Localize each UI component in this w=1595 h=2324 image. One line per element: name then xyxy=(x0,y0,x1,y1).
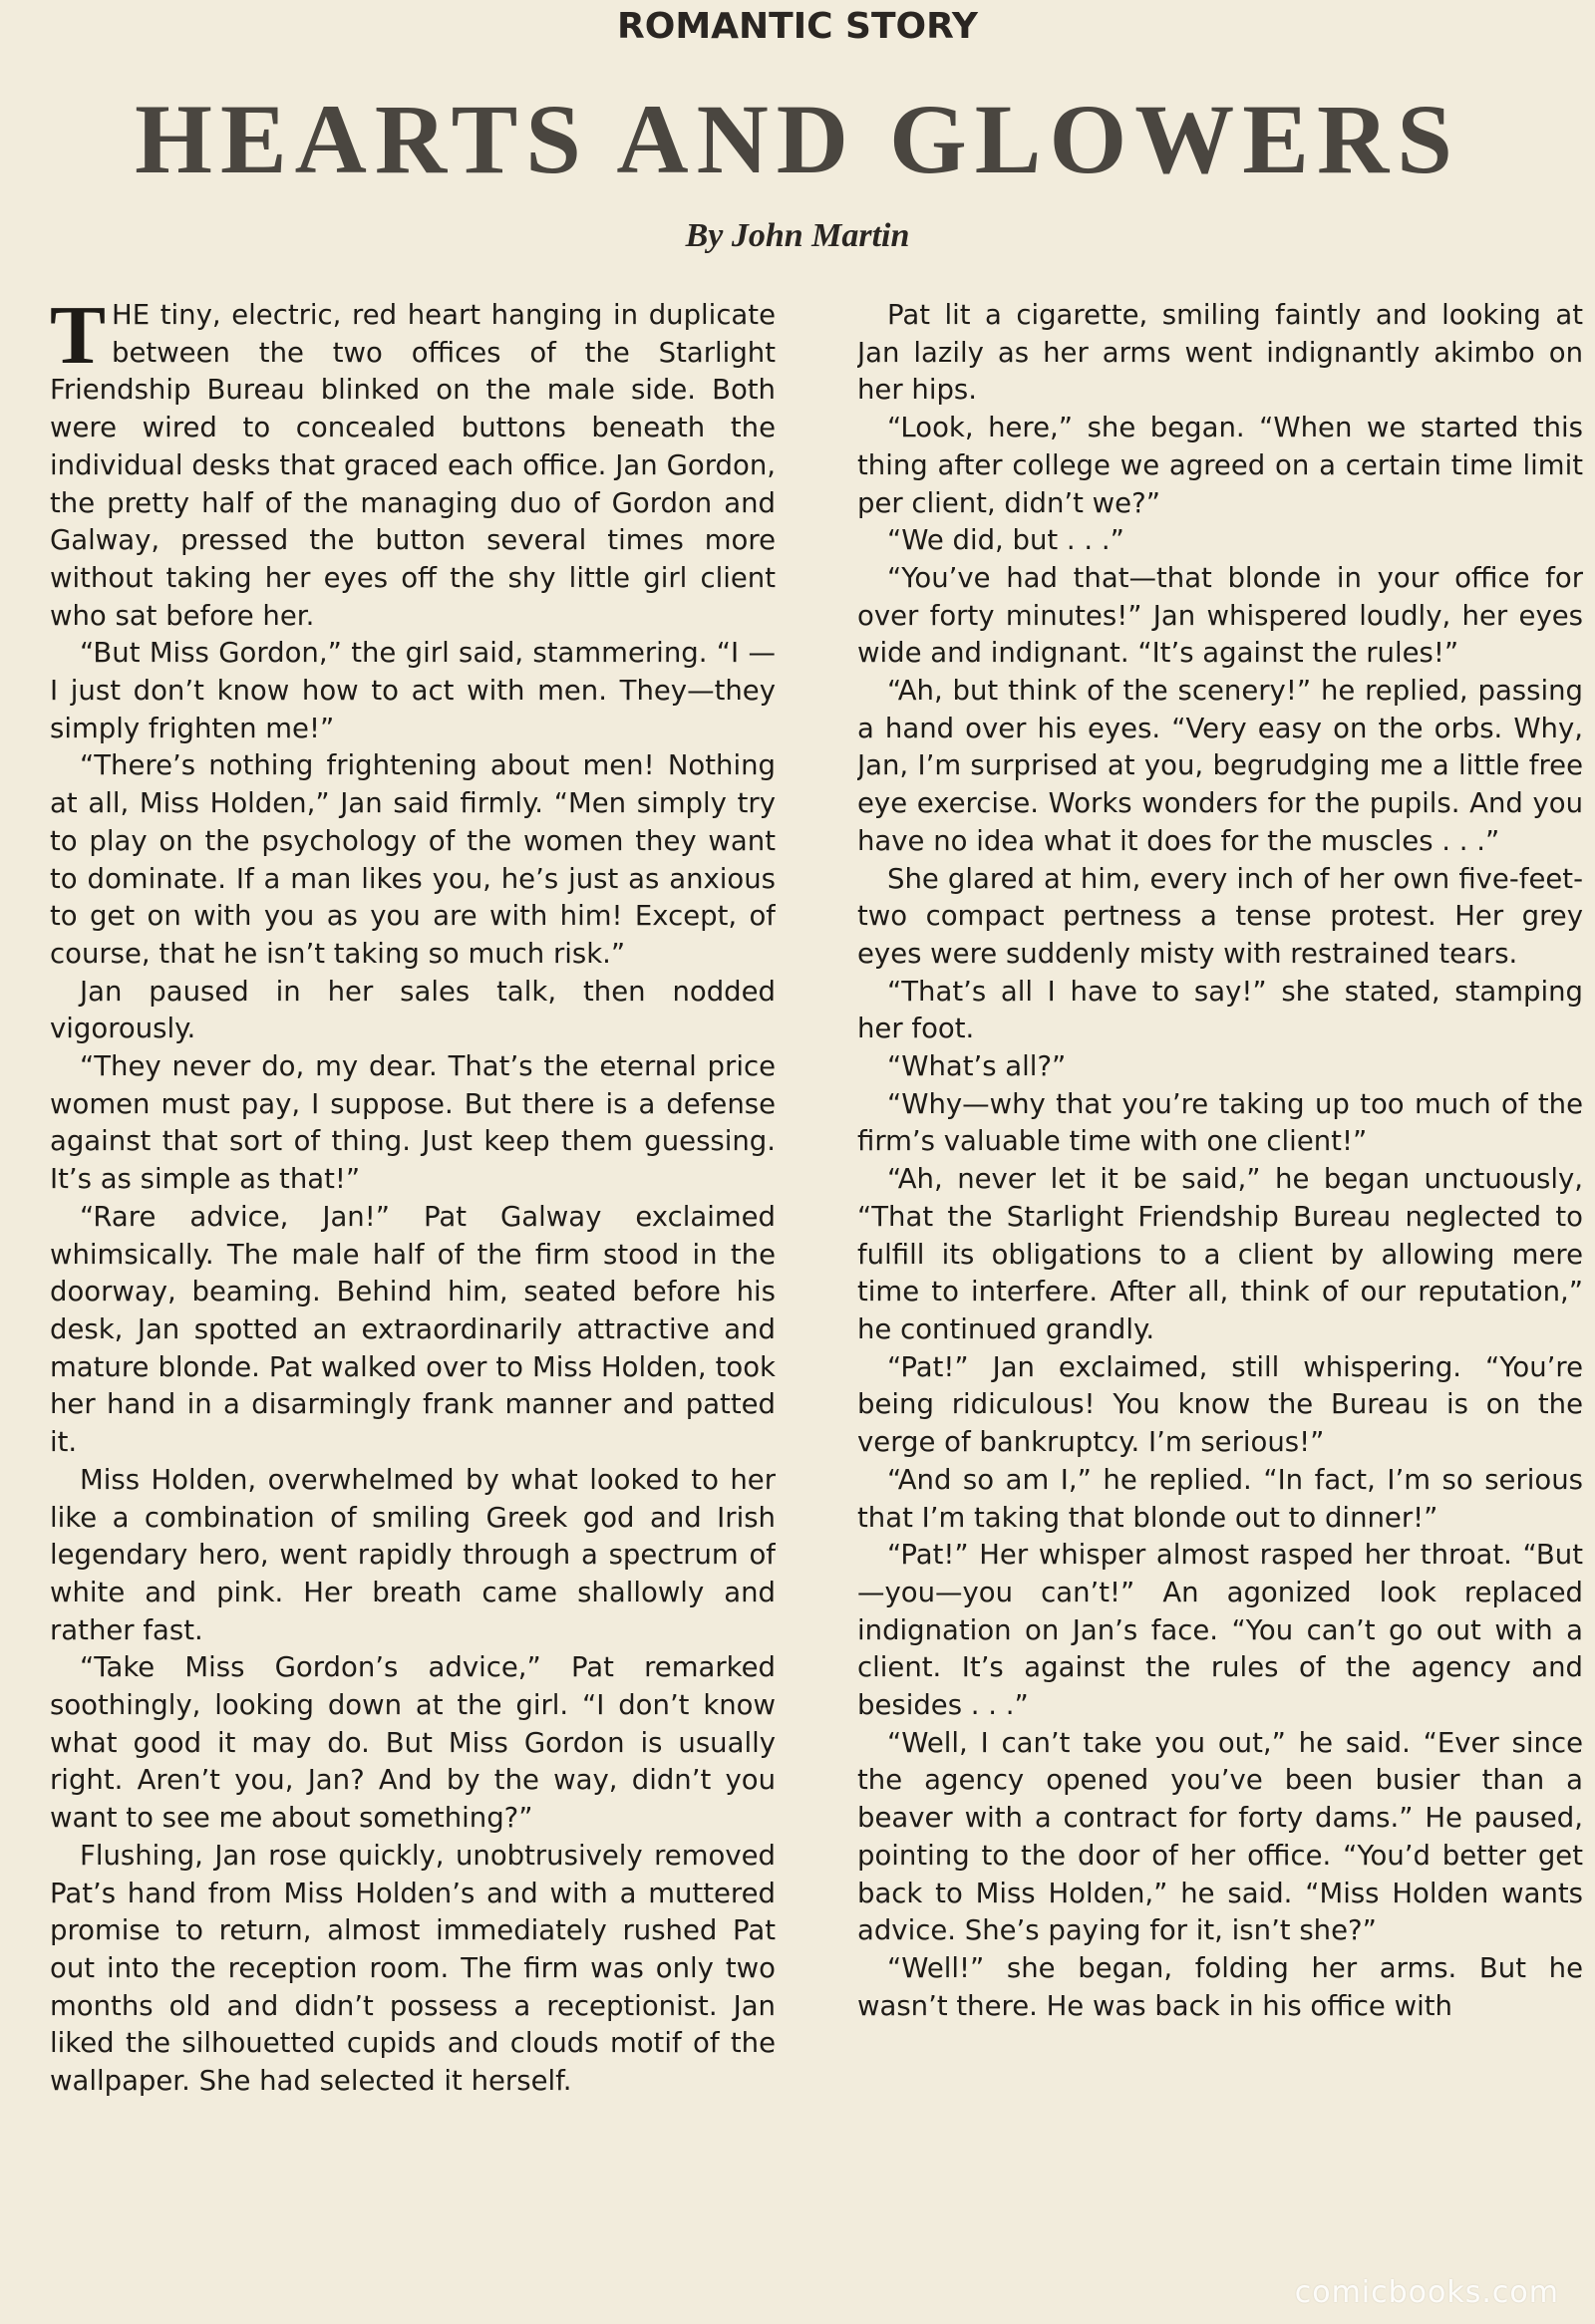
paragraph: “You’ve had that—that blonde in your office for over forty minutes!” Jan whispered loudly, her eyes wide and indignant. “It’s against the rules!” xyxy=(857,561,1583,670)
paragraph: “Take Miss Gordon’s advice,” Pat remarked soothingly, looking down at the girl. “I don’t know what good it may do. But Miss Gordon is usually right. Aren’t you, Jan? And by the way, didn’t you want to see me about something?” xyxy=(50,1651,776,1835)
story-title: HEARTS AND GLOWERS xyxy=(135,84,1460,194)
paragraph: “That’s all I have to say!” she stated, stamping her foot. xyxy=(857,975,1583,1045)
drop-cap: T xyxy=(50,297,107,382)
paragraph: “Pat!” Jan exclaimed, still whispering. “You’re being ridiculous! You know the Bureau is on the verge of bankruptcy. I’m serious!” xyxy=(857,1350,1583,1459)
paragraph xyxy=(50,297,776,635)
paragraph: Miss Holden, overwhelmed by what looked to her like a combination of smiling Greek god and Irish legendary hero, went rapidly through a spectrum of white and pink. Her breath came shallowly and rather fast. xyxy=(50,1463,776,1646)
paragraph: “Rare advice, Jan!” Pat Galway exclaimed whimsically. The male half of the firm stood in the doorway, beaming. Behind him, seated before his desk, Jan spotted an extraordinarily attractive and mature blonde. Pat walked over to Miss Holden, took her hand in a disarmingly frank manner and patted it. xyxy=(50,1200,776,1459)
paragraph-text: HE tiny, electric, red heart hanging in duplicate between the two offices of the Starlight Friendship Bureau blinked on the male side. Both were wired to concealed buttons beneath the individual desks that graced each office. Jan Gordon, the pretty half of the managing duo of Gordon and Galway, pressed the button several times more without taking her eyes off the shy little girl client who sat before her. xyxy=(50,299,776,632)
paragraph: “But Miss Gordon,” the girl said, stammering. “I — I just don’t know how to act with men. They—they simply frighten me!” xyxy=(50,637,776,744)
left-text-column xyxy=(50,297,776,2250)
paragraph: “Look, here,” she began. “When we started this thing after college we agreed on a certain time limit per client, didn’t we?” xyxy=(857,412,1583,519)
paragraph: Jan paused in her sales talk, then nodded vigorously. xyxy=(50,975,776,1045)
paragraph: “Well, I can’t take you out,” he said. “Ever since the agency opened you’ve been busier than a beaver with a contract for forty dams.” He paused, pointing to the door of her office. “You’d better get back to Miss Holden,” he said. “Miss Holden wants advice. She’s paying for it, isn’t she?” xyxy=(857,1726,1583,1947)
story-byline: By John Martin xyxy=(685,217,910,254)
paragraph: “There’s nothing frightening about men! Nothing at all, Miss Holden,” Jan said firmly. “Men simply try to play on the psychology of the women they want to dominate. If a man likes you, he’s just as anxious to get on with you as you are with him! Except, of course, that he isn’t taking so much risk.” xyxy=(50,749,776,970)
paragraph: “Ah, but think of the scenery!” he replied, passing a hand over his eyes. “Very easy on the orbs. Why, Jan, I’m surprised at you, begrudging me a little free eye exercise. Works wonders for the pupils. And you have no idea what it does for the muscles . . .” xyxy=(857,675,1583,857)
paragraph: Pat lit a cigarette, smiling faintly and looking at Jan lazily as her arms went indignantly akimbo on her hips. xyxy=(857,299,1583,407)
right-text-column xyxy=(857,297,1583,2250)
paragraph: She glared at him, every inch of her own five-feet-two compact pertness a tense protest. Her grey eyes were suddenly misty with restrained tears. xyxy=(857,862,1583,970)
paragraph: “We did, but . . .” xyxy=(887,524,1124,557)
paragraph: “Why—why that you’re taking up too much of the firm’s valuable time with one client!” xyxy=(857,1087,1583,1158)
paragraph: “And so am I,” he replied. “In fact, I’m so serious that I’m taking that blonde out to dinner!” xyxy=(857,1463,1583,1534)
paragraph: “Pat!” Her whisper almost rasped her throat. “But—you—you can’t!” An agonized look replaced indignation on Jan’s face. “You can’t go out with a client. It’s against the rules of the agency and besides . . .” xyxy=(857,1539,1583,1722)
paragraph: “Ah, never let it be said,” he began unctuously, “That the Starlight Friendship Bureau neglected to fulfill its obligations to a client by allowing mere time to interfere. After all, think of our reputation,” he continued grandly. xyxy=(857,1163,1583,1345)
paragraph: Flushing, Jan rose quickly, unobtrusively removed Pat’s hand from Miss Holden’s and with a muttered promise to return, almost immediately rushed Pat out into the reception room. The firm was only two months old and didn’t possess a receptionist. Jan liked the silhouetted cupids and clouds motif of the wallpaper. She had selected it herself. xyxy=(50,1839,776,2098)
paragraph: “They never do, my dear. That’s the eternal price women must pay, I suppose. But there is a defense against that sort of thing. Just keep them guessing. It’s as simple as that!” xyxy=(50,1050,776,1196)
paragraph: “What’s all?” xyxy=(887,1050,1067,1083)
paragraph: “Well!” she began, folding her arms. But he wasn’t there. He was back in his office with xyxy=(857,1951,1583,2022)
site-watermark: comicbooks.com xyxy=(1294,2275,1559,2310)
section-kicker: ROMANTIC STORY xyxy=(617,6,978,47)
